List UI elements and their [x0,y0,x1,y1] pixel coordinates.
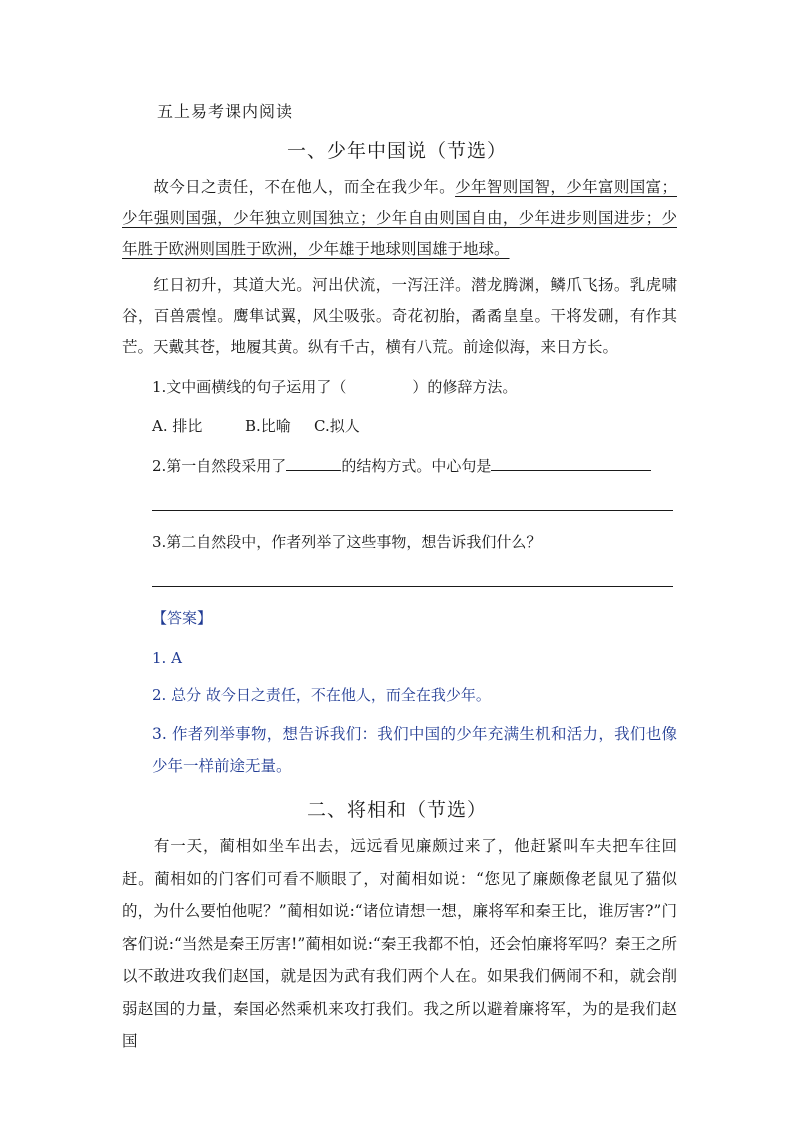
answer-3: 3. 作者列举事物，想告诉我们：我们中国的少年充满生机和活力，我们也像少年一样前途无量。 [152,725,677,775]
section2-paragraph [122,830,677,1058]
question-1-text-after: ）的修辞方法。 [412,378,518,396]
question-2-text-middle: 的结构方式。中心句是 [341,457,492,475]
question-2-blank-structure[interactable] [286,455,341,471]
section1-paragraph-1 [122,172,677,265]
question-1-text-before: 1.文中画横线的句子运用了（ [152,378,347,396]
question-2-text-before: 2.第一自然段采用了 [152,457,287,475]
section2-title: 二、将相和（节选） [306,799,487,821]
option-b[interactable]: B.比喻 [245,417,291,435]
answer-2: 2. 总分 故今日之责任，不在他人，而全在我少年。 [152,686,491,704]
section1-paragraph-2 [122,270,677,363]
section1-title: 一、少年中国说（节选） [286,140,507,162]
question-2 [152,455,651,476]
question-2-blank-central-sentence[interactable] [491,455,651,471]
question-2-answer-line[interactable] [152,510,673,511]
answer-1: 1. A [152,649,182,667]
question-3: 3.第二自然段中，作者列举了这些事物，想告诉我们什么？ [152,533,542,551]
para1-underlined-text: 少年智则国智，少年富则国富；少年强则国强，少年独立则国独立；少年自由则国自由，少年进步则国进步；少年胜于欧洲则国胜于欧洲，少年雄于地球则国雄于地球。 [122,178,677,258]
document-heading: 五上易考课内阅读 [157,102,294,121]
para2-text: 红日初升，其道大光。河出伏流，一泻汪洋。潜龙腾渊，鳞爪飞扬。乳虎啸谷，百兽震惶。鹰隼试翼，风尘吸张。奇花初胎，矞矞皇皇。干将发硎，有作其芒。天戴其苍，地履其黄。纵有千古，横有八荒。前途似海，来日方长。 [122,276,677,356]
option-c[interactable]: C.拟人 [314,417,360,435]
question-3-answer-line[interactable] [152,586,673,587]
question-1 [152,377,517,397]
question-1-options [152,416,360,436]
section2-paragraph-text: 有一天，蔺相如坐车出去，远远看见廉颇过来了，他赶紧叫车夫把车往回赶。蔺相如的门客们可看不顺眼了，对蔺相如说：“您见了廉颇像老鼠见了猫似的，为什么要怕他呢？”蔺相如说:“诸位请想一想，廉将军和秦王比，谁厉害?”门客们说:“当然是秦王厉害!”蔺相如说:“秦王我都不怕，还会怕廉将军吗？秦王之所以不敢进攻我们赵国，就是因为武有我们两个人在。如果我们俩闹不和，就会削弱赵国的力量，秦国必然乘机来攻打我们。我之所以避着廉将军，为的是我们赵国 [122,837,677,1050]
answer-label: 【答案】 [152,609,213,627]
option-a[interactable]: A. 排比 [152,417,203,435]
para1-plain-text: 故今日之责任，不在他人，而全在我少年。 [153,178,456,196]
